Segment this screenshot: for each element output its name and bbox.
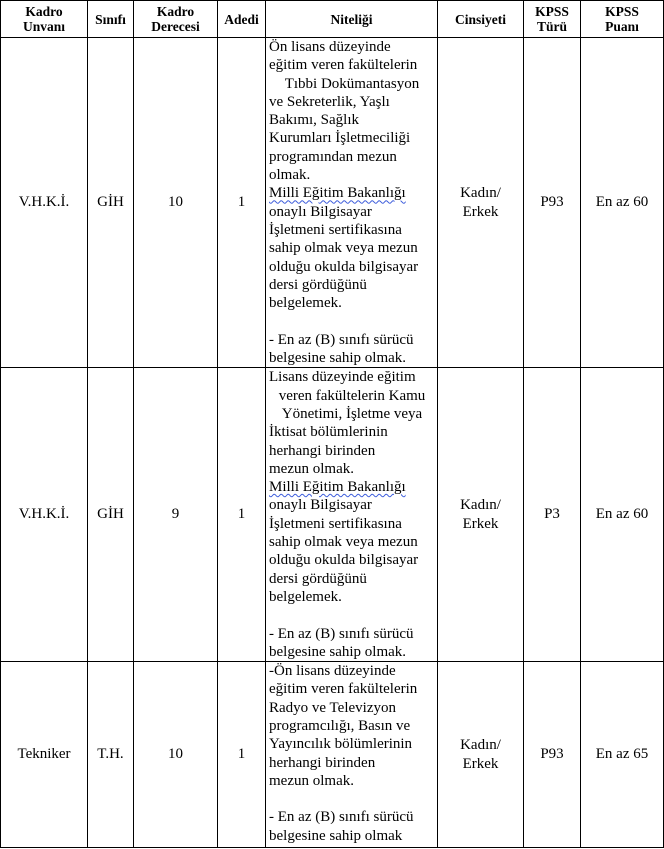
cell-kadro-unvani: V.H.K.İ. bbox=[1, 368, 88, 662]
nitelik-line: dersi gördüğünü bbox=[269, 570, 367, 587]
header-sinifi: Sınıfı bbox=[88, 1, 134, 38]
nitelik-line: Tıbbi Dokümantasyon bbox=[284, 75, 420, 92]
table-row bbox=[1, 662, 664, 848]
nitelik-line: olduğu okulda bilgisayar bbox=[269, 552, 419, 569]
nitelik-line: programcılığı, Basın ve bbox=[269, 717, 411, 734]
header-kpss-turu: KPSS Türü bbox=[524, 1, 581, 38]
table-row bbox=[1, 38, 664, 368]
cell-kpss-turu: P3 bbox=[524, 368, 581, 662]
nitelik-text bbox=[269, 662, 435, 845]
nitelik-line bbox=[269, 478, 435, 496]
nitelik-line: mezun olmak. bbox=[269, 772, 354, 789]
cinsiyet-line: Erkek bbox=[462, 515, 499, 532]
nitelik-line: sahip olmak veya mezun bbox=[269, 240, 418, 257]
header-kadro-unvani: Kadro Unvanı bbox=[1, 1, 88, 38]
nitelik-blank-line bbox=[269, 790, 435, 808]
cell-niteligi bbox=[266, 368, 438, 662]
nitelik-line: belgelemek. bbox=[269, 295, 342, 312]
nitelik-line: belgesine sahip olmak. bbox=[269, 643, 407, 660]
nitelik-line: veren fakültelerin Kamu bbox=[278, 387, 426, 404]
nitelik-line: olduğu okulda bilgisayar bbox=[269, 258, 419, 275]
cell-adedi: 1 bbox=[218, 662, 266, 848]
cinsiyet-line: Erkek bbox=[462, 203, 499, 220]
nitelik-line: onaylı Bilgisayar bbox=[269, 203, 372, 220]
cell-cinsiyeti bbox=[438, 38, 524, 368]
cell-kpss-turu: P93 bbox=[524, 662, 581, 848]
cell-adedi: 1 bbox=[218, 368, 266, 662]
header-adedi: Adedi bbox=[218, 1, 266, 38]
nitelik-line-text: Milli Eğitim Bakanlığı bbox=[269, 479, 406, 496]
cell-sinifi: T.H. bbox=[88, 662, 134, 848]
nitelik-line: Radyo ve Televizyon bbox=[269, 699, 396, 716]
nitelik-line: belgelemek. bbox=[269, 588, 342, 605]
cinsiyet-line: Kadın/ bbox=[460, 736, 501, 753]
nitelik-line: - En az (B) sınıfı sürücü bbox=[269, 625, 414, 642]
cinsiyet-line: Erkek bbox=[462, 755, 499, 772]
nitelik-blank-line bbox=[269, 606, 435, 624]
nitelik-line: mezun olmak. bbox=[269, 460, 354, 477]
cell-kpss-turu: P93 bbox=[524, 38, 581, 368]
nitelik-line: İşletmeni sertifikasına bbox=[269, 515, 402, 532]
nitelik-line: eğitim veren fakültelerin bbox=[269, 681, 418, 698]
cell-niteligi bbox=[266, 662, 438, 848]
nitelik-line: Yönetimi, İşletme veya bbox=[281, 405, 423, 422]
nitelik-blank-line bbox=[269, 312, 435, 330]
header-kadro-derecesi: Kadro Derecesi bbox=[134, 1, 218, 38]
cell-adedi: 1 bbox=[218, 38, 266, 368]
nitelik-line: - En az (B) sınıfı sürücü bbox=[269, 331, 414, 348]
nitelik-line: eğitim veren fakültelerin bbox=[269, 57, 418, 74]
header-row bbox=[1, 1, 664, 38]
cell-cinsiyeti bbox=[438, 368, 524, 662]
nitelik-line: programından mezun bbox=[269, 148, 397, 165]
cinsiyet-line: Kadın/ bbox=[460, 184, 501, 201]
cell-kpss-puani: En az 60 bbox=[581, 38, 664, 368]
nitelik-line: Kurumları İşletmeciliği bbox=[269, 130, 411, 147]
nitelik-text bbox=[269, 368, 435, 661]
nitelik-line: Ön lisans düzeyinde bbox=[269, 39, 391, 55]
nitelik-line: - En az (B) sınıfı sürücü bbox=[269, 809, 414, 826]
nitelik-line: İşletmeni sertifikasına bbox=[269, 221, 402, 238]
nitelik-line: -Ön lisans düzeyinde bbox=[269, 663, 396, 680]
nitelik-line: sahip olmak veya mezun bbox=[269, 534, 418, 551]
table-row bbox=[1, 368, 664, 662]
cell-kpss-puani: En az 60 bbox=[581, 368, 664, 662]
cell-niteligi bbox=[266, 38, 438, 368]
header-niteligi: Niteliği bbox=[266, 1, 438, 38]
header-kpss-puani: KPSS Puanı bbox=[581, 1, 664, 38]
nitelik-line: herhangi birinden bbox=[269, 442, 376, 459]
cell-sinifi: GİH bbox=[88, 368, 134, 662]
cell-kpss-puani: En az 65 bbox=[581, 662, 664, 848]
nitelik-line: ve Sekreterlik, Yaşlı bbox=[269, 93, 390, 110]
header-cinsiyeti: Cinsiyeti bbox=[438, 1, 524, 38]
nitelik-line: Yayıncılık bölümlerinin bbox=[269, 736, 413, 753]
nitelik-line: onaylı Bilgisayar bbox=[269, 497, 372, 514]
nitelik-line: herhangi birinden bbox=[269, 754, 376, 771]
nitelik-line bbox=[269, 184, 435, 202]
nitelik-line-text: Milli Eğitim Bakanlığı bbox=[269, 185, 406, 202]
nitelik-line: dersi gördüğünü bbox=[269, 276, 367, 293]
cinsiyet-line: Kadın/ bbox=[460, 496, 501, 513]
cell-sinifi: GİH bbox=[88, 38, 134, 368]
cell-kadro-derecesi: 10 bbox=[134, 662, 218, 848]
nitelik-line: İktisat bölümlerinin bbox=[269, 424, 388, 441]
cell-cinsiyeti bbox=[438, 662, 524, 848]
cell-kadro-derecesi: 9 bbox=[134, 368, 218, 662]
nitelik-line: Lisans düzeyinde eğitim bbox=[269, 369, 416, 386]
cell-kadro-unvani: V.H.K.İ. bbox=[1, 38, 88, 368]
cell-kadro-unvani: Tekniker bbox=[1, 662, 88, 848]
nitelik-text bbox=[269, 38, 435, 367]
nitelik-line: olmak. bbox=[269, 167, 311, 184]
nitelik-line: belgesine sahip olmak bbox=[269, 827, 403, 844]
nitelik-line: Bakımı, Sağlık bbox=[269, 112, 359, 129]
cell-kadro-derecesi: 10 bbox=[134, 38, 218, 368]
nitelik-line: belgesine sahip olmak. bbox=[269, 350, 407, 367]
